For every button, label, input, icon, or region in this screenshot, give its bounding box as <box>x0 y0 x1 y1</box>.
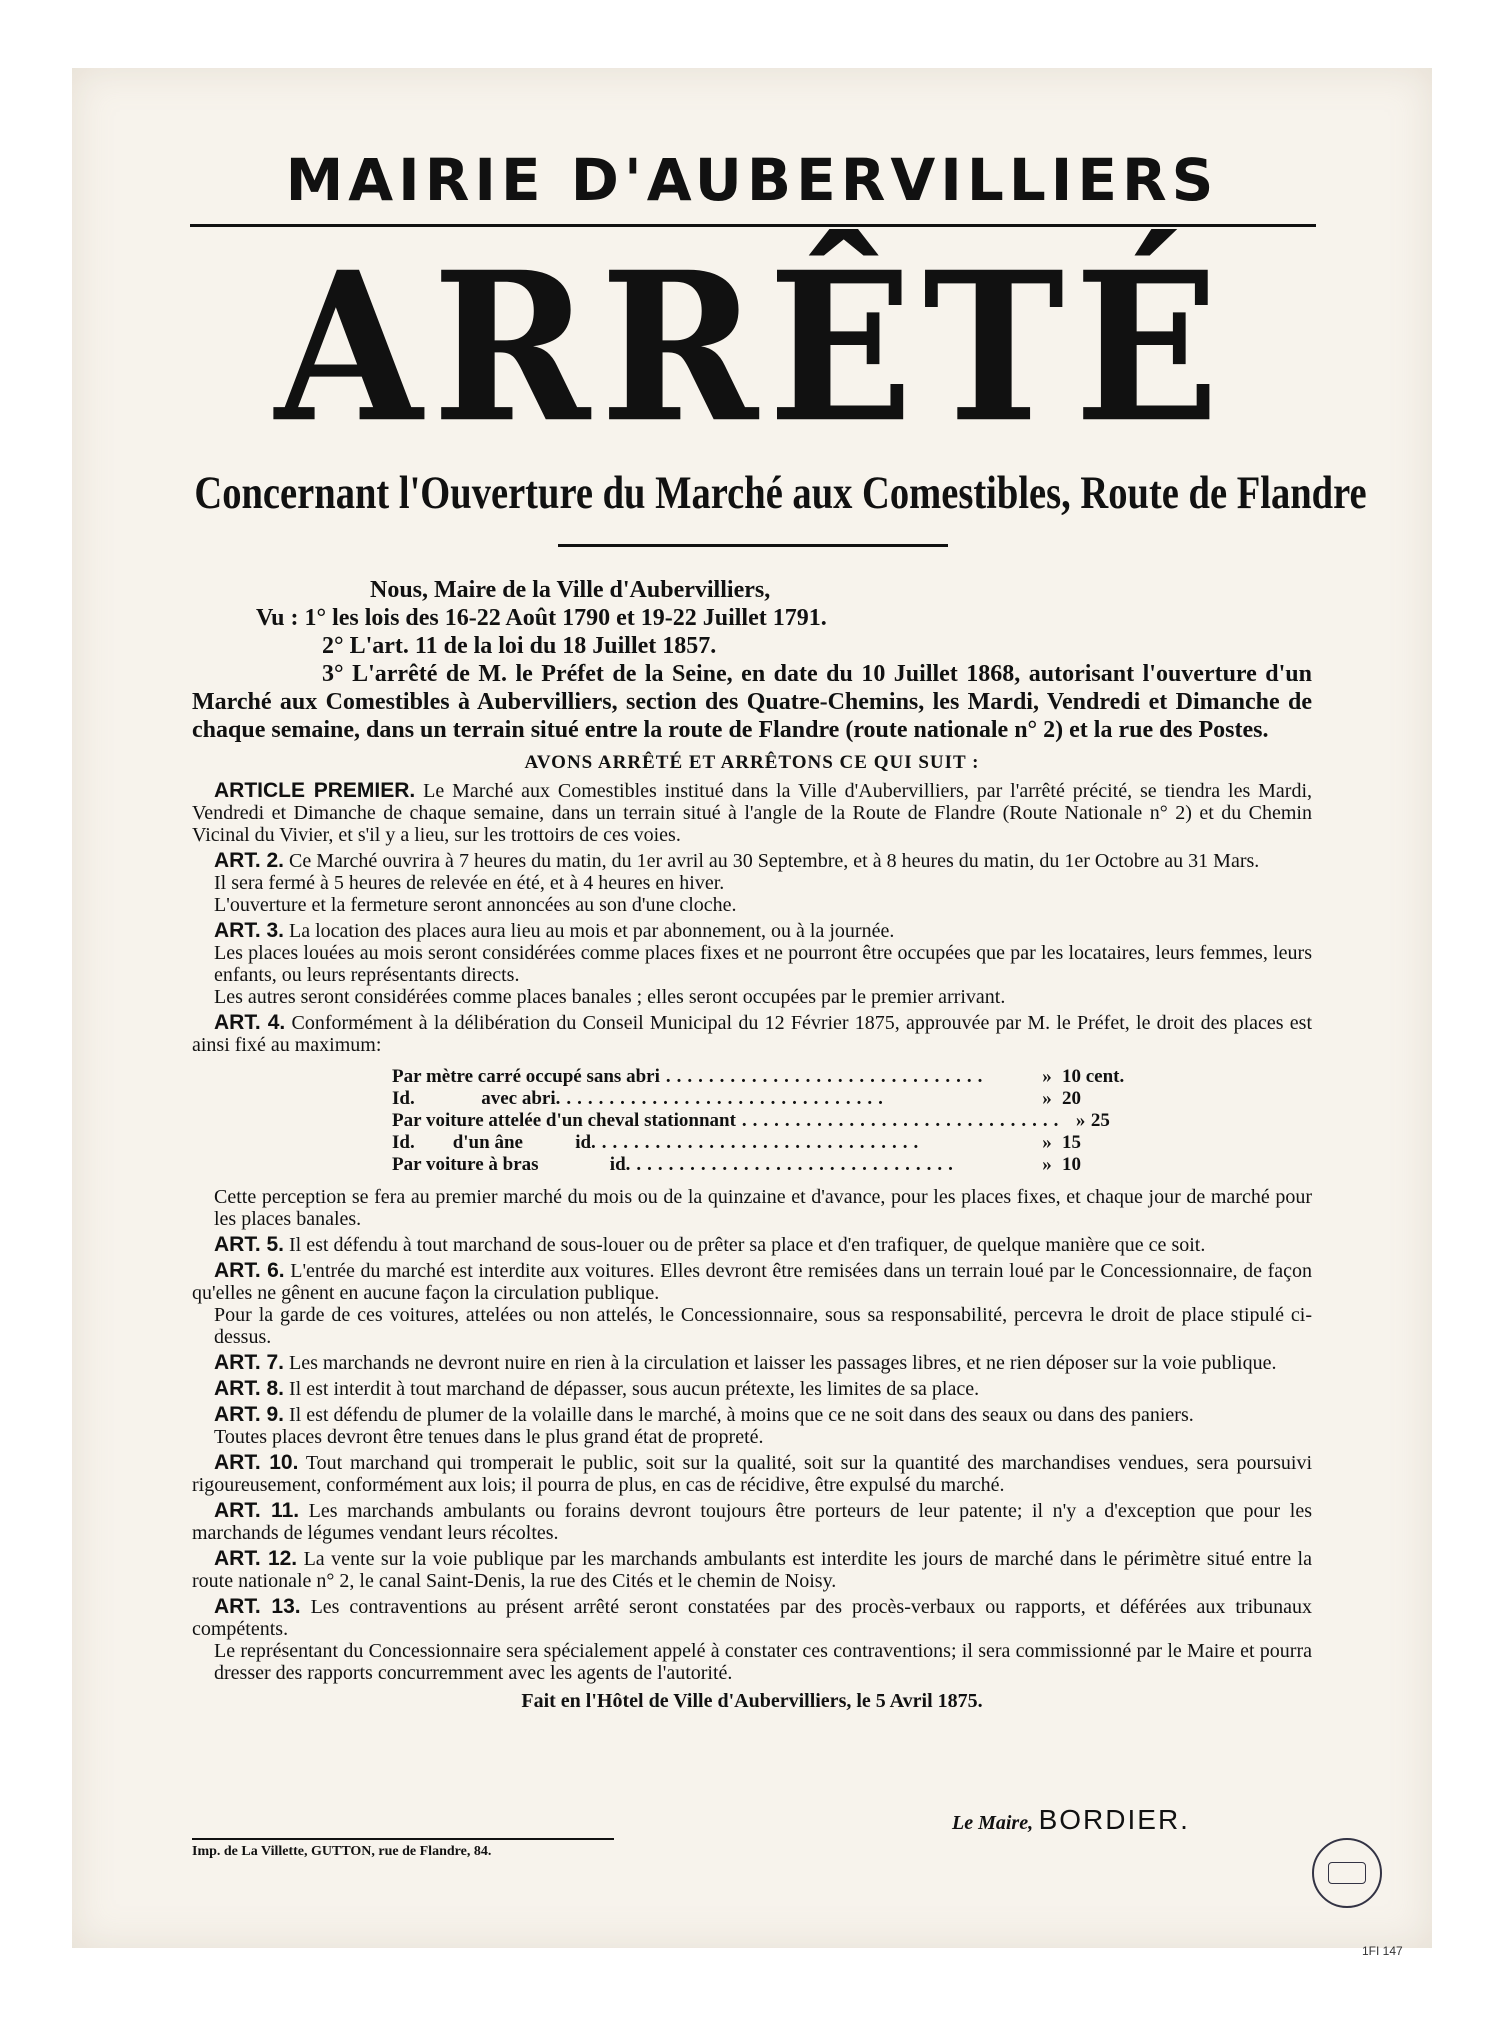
article-text: L'entrée du marché est interdite aux voitures. Elles devront être remisées dans un terrain loué par le Concessionnaire, de façon qu'elles ne gênent en aucune façon la circulation publique. <box>192 1260 1313 1304</box>
article-label: ART. 9. <box>214 1403 285 1426</box>
tariff-value: 10 cent. <box>1062 1066 1125 1087</box>
article-4 <box>192 1012 1312 1230</box>
article-text: Il est interdit à tout marchand de dépasser, sous aucun prétexte, les limites de sa place. <box>289 1378 980 1400</box>
article-6 <box>192 1260 1312 1348</box>
article-text: Le Marché aux Comestibles institué dans la Ville d'Aubervilliers, par l'arrêté précité, se tiendra les Mardi, Vendredi et Dimanche de chaque semaine, dans un terrain situé à l'angle de la Route de Flandre (Route Nationale n° 2) et du Chemin Vicinal du Vivier, et s'il y a lieu, sur les trottoirs de ces voies. <box>192 780 1313 846</box>
subtitle-rule <box>558 544 948 547</box>
tariff-table <box>392 1066 1152 1176</box>
article-13 <box>192 1596 1312 1684</box>
arrete-title: ARRÊTÉ <box>274 227 1230 468</box>
article-paragraph: L'ouverture et la fermeture seront annoncées au son d'une cloche. <box>214 894 737 916</box>
article-10 <box>192 1452 1312 1496</box>
tariff-value: 20 <box>1062 1088 1081 1109</box>
article-label: ART. 3. <box>214 919 285 942</box>
article-paragraph: Toutes places devront être tenues dans le plus grand état de propreté. <box>214 1426 764 1448</box>
tariff-row: Par mètre carré occupé sans abri .............................. » 10 cent. <box>392 1066 1152 1088</box>
article-label: ART. 6. <box>214 1259 285 1282</box>
article-text: Tout marchand qui tromperait le public, soit sur la qualité, soit sur la quantité des marchandises vendues, sera poursuivi rigoureusement, conformément aux lois; il pourra de plus, en cas de récidive, être expulsé du marché. <box>192 1452 1313 1496</box>
article-11 <box>192 1500 1312 1544</box>
tariff-value: 25 <box>1090 1110 1110 1131</box>
article-text: La location des places aura lieu au mois et par abonnement, ou à la journée. <box>289 920 895 942</box>
preamble-nous: Nous, Maire de la Ville d'Aubervilliers, <box>370 577 771 603</box>
preamble-vu-2: 2° L'art. 11 de la loi du 18 Juillet 1857. <box>322 633 717 659</box>
article-9 <box>192 1404 1312 1448</box>
article-label: ART. 2. <box>214 849 285 872</box>
signature-role: Le Maire, <box>952 1812 1034 1834</box>
poster-sheet <box>72 68 1432 1958</box>
article-1 <box>192 780 1312 846</box>
tariff-row: Id. d'un âne id. .............................. » 15 <box>392 1132 1152 1154</box>
article-text: Il est défendu à tout marchand de sous-louer ou de prêter sa place et d'en trafiquer, de quelque manière que ce soit. <box>289 1234 1206 1256</box>
tariff-mark: » <box>1042 1132 1052 1153</box>
article-8 <box>192 1378 1312 1400</box>
article-paragraph: Le représentant du Concessionnaire sera spécialement appelé à constater ces contraventions; il sera commissionné par le Maire et pourra dresser des rapports concurremment avec les agents de l'autorité. <box>214 1640 1312 1684</box>
tariff-row: Id. avec abri. .............................. » 20 <box>392 1088 1152 1110</box>
article-paragraph: Les places louées au mois seront considérées comme places fixes et ne pourront être occupées que par les locataires, leurs femmes, leurs enfants, ou leurs représentants directs. <box>214 942 1312 986</box>
article-2 <box>192 850 1312 916</box>
article-text: Ce Marché ouvrira à 7 heures du matin, du 1er avril au 30 Septembre, et à 8 heures du matin, du 1er Octobre au 31 Mars. <box>289 850 1260 872</box>
tariff-mark: » <box>1042 1154 1052 1175</box>
fait-en-hotel-de-ville: Fait en l'Hôtel de Ville d'Aubervilliers, le 5 Avril 1875. <box>521 1690 983 1712</box>
tariff-row: Par voiture à bras id. .............................. » 10 <box>392 1154 1152 1176</box>
article-paragraph: Les autres seront considérées comme places banales ; elles seront occupées par le premier arrivant. <box>214 986 1006 1008</box>
tariff-value: 15 <box>1062 1132 1081 1153</box>
article-5 <box>192 1234 1312 1256</box>
preamble-vu-1: Vu : 1° les lois des 16-22 Août 1790 et 19-22 Juillet 1791. <box>256 605 827 631</box>
article-label: ART. 7. <box>214 1351 285 1374</box>
article-12 <box>192 1548 1312 1592</box>
article-text: Les marchands ambulants ou forains devront toujours être porteurs de leur patente; il n'y a d'exception que pour les marchands de légumes vendant leurs récoltes. <box>192 1500 1312 1544</box>
signature-name: BORDIER. <box>1038 1804 1190 1835</box>
article-paragraph: Il sera fermé à 5 heures de relevée en été, et à 4 heures en hiver. <box>214 872 725 894</box>
tariff-label: Par voiture à bras id. <box>392 1154 631 1175</box>
article-label: ART. 10. <box>214 1451 299 1474</box>
tariff-label: Par voiture attelée d'un cheval stationnant <box>392 1110 736 1131</box>
tariff-row: Par voiture attelée d'un cheval stationnant .............................. » 25 <box>392 1110 1152 1132</box>
preamble-vu-3: 3° L'arrêté de M. le Préfet de la Seine, en date du 10 Juillet 1868, autorisant l'ouverture d'un Marché aux Comestibles à Aubervilliers, section des Quatre-Chemins, les Mardi, Vendredi et Dimanche de chaque semaine, dans un terrain situé entre la route de Flandre (route nationale n° 2) et la rue des Postes. <box>192 661 1312 743</box>
tariff-label: Id. d'un âne id. <box>392 1132 596 1153</box>
printer-credit: Imp. de La Villette, GUTTON, rue de Flandre, 84. <box>192 1844 492 1859</box>
article-paragraph: Pour la garde de ces voitures, attelées ou non attelés, le Concessionnaire, sous sa responsabilité, percevra le droit de place stipulé ci-dessus. <box>214 1304 1312 1348</box>
printer-rule <box>192 1838 614 1840</box>
article-paragraph: Cette perception se fera au premier marché du mois ou de la quinzaine et d'avance, pour les places fixes, et chaque jour de marché pour les places banales. <box>214 1186 1312 1230</box>
article-label: ART. 5. <box>214 1233 285 1256</box>
document-body <box>192 576 1312 1712</box>
article-text: Les contraventions au présent arrêté seront constatées par des procès-verbaux ou rapports, et déférées aux tribunaux compétents. <box>192 1596 1313 1640</box>
tariff-mark: » <box>1042 1066 1052 1087</box>
article-text: Les marchands ne devront nuire en rien à la circulation et laisser les passages libres, et ne rien déposer sur la voie publique. <box>289 1352 1277 1374</box>
article-label: ARTICLE PREMIER. <box>214 779 416 802</box>
archive-stamp-inner <box>1328 1862 1366 1884</box>
article-label: ART. 13. <box>214 1595 301 1618</box>
article-label: ART. 4. <box>214 1011 286 1034</box>
article-text: Il est défendu de plumer de la volaille dans le marché, à moins que ce ne soit dans des seaux ou dans des paniers. <box>289 1404 1194 1426</box>
article-text: Conformément à la délibération du Conseil Municipal du 12 Février 1875, approuvée par M. le Préfet, le droit des places est ainsi fixé au maximum: <box>192 1012 1312 1056</box>
tariff-label: Id. avec abri. <box>392 1088 561 1109</box>
avons-arrete: AVONS ARRÊTÉ ET ARRÊTONS CE QUI SUIT : <box>524 752 980 773</box>
article-label: ART. 12. <box>214 1547 298 1570</box>
archive-stamp-icon <box>1312 1838 1382 1908</box>
tariff-label: Par mètre carré occupé sans abri <box>392 1066 660 1087</box>
tariff-value: 10 <box>1062 1154 1081 1175</box>
article-text: La vente sur la voie publique par les marchands ambulants est interdite les jours de marché dans le périmètre situé entre la route nationale n° 2, le canal Saint-Denis, la rue des Cités et le chemin de Noisy. <box>192 1548 1312 1592</box>
tariff-mark: » <box>1042 1088 1052 1109</box>
signature-block <box>952 1804 1190 1836</box>
article-label: ART. 8. <box>214 1377 285 1400</box>
archive-reference: 1FI 147 <box>1362 1944 1403 1958</box>
tariff-mark: » <box>1075 1110 1086 1131</box>
preamble <box>192 576 1312 744</box>
article-3 <box>192 920 1312 1008</box>
subtitle: Concernant l'Ouverture du Marché aux Comestibles, Route de Flandre <box>194 467 1367 519</box>
article-7 <box>192 1352 1312 1374</box>
mairie-heading: MAIRIE D'AUBERVILLIERS <box>285 146 1219 214</box>
article-label: ART. 11. <box>214 1499 300 1522</box>
